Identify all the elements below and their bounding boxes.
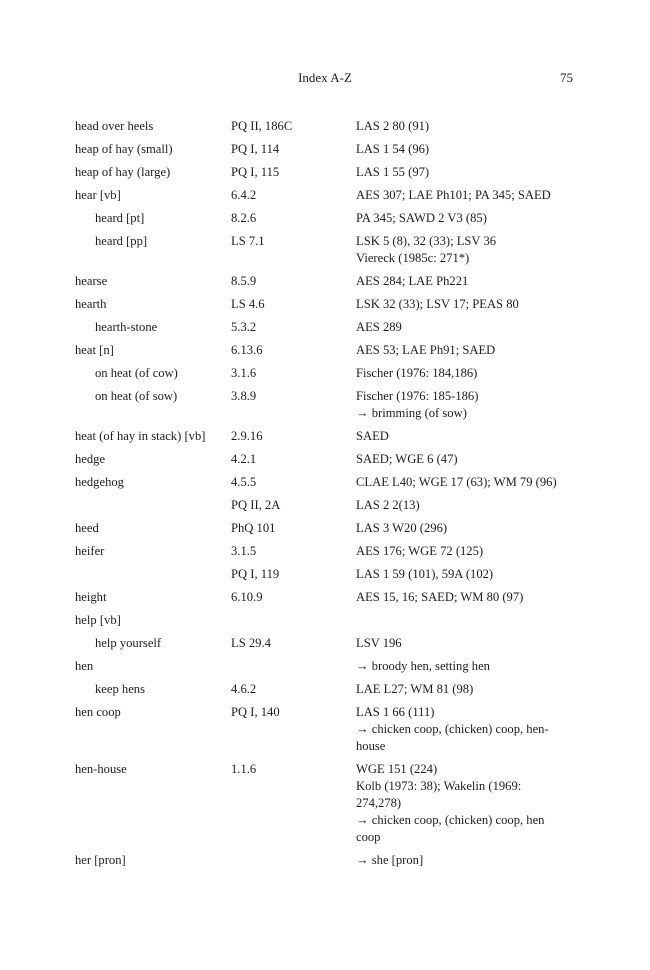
index-sources — [356, 635, 575, 652]
index-entry — [75, 497, 575, 514]
source-line: LSV 196 — [356, 636, 402, 650]
index-term: hear [vb] — [75, 188, 121, 202]
index-entry — [75, 852, 575, 869]
source-line: PA 345; SAWD 2 V3 (85) — [356, 211, 487, 225]
index-term: heat (of hay in stack) [vb] — [75, 429, 206, 443]
source-line: → she [pron] — [356, 853, 424, 867]
index-entry — [75, 164, 575, 181]
index-reference: LS 29.4 — [231, 636, 271, 650]
index-sources — [356, 388, 575, 422]
index-entry — [75, 474, 575, 491]
index-reference: 4.6.2 — [231, 682, 257, 696]
source-line: SAED — [356, 429, 389, 443]
index-sources — [356, 474, 575, 491]
source-line: LSK 32 (33); LSV 17; PEAS 80 — [356, 297, 519, 311]
index-entry — [75, 566, 575, 583]
index-sources — [356, 543, 575, 560]
index-sources — [356, 520, 575, 537]
source-line: CLAE L40; WGE 17 (63); WM 79 (96) — [356, 475, 557, 489]
index-reference: 1.1.6 — [231, 762, 257, 776]
running-title: Index A-Z — [298, 70, 352, 85]
source-line: AES 307; LAE Ph101; PA 345; SAED — [356, 188, 551, 202]
source-line: → chicken coop, (chicken) coop, hen — [356, 813, 545, 827]
index-sources — [356, 704, 575, 755]
source-line: LAS 1 55 (97) — [356, 165, 430, 179]
index-term: heard [pp] — [95, 234, 148, 248]
index-sources — [356, 187, 575, 204]
index-entry — [75, 319, 575, 336]
index-sources — [356, 233, 575, 267]
index-reference: PQ I, 140 — [231, 705, 280, 719]
index-sources — [356, 164, 575, 181]
index-sources — [356, 589, 575, 606]
source-line: 274,278) — [356, 796, 402, 810]
source-line: LAS 1 54 (96) — [356, 142, 430, 156]
index-term: keep hens — [95, 682, 146, 696]
source-line: LAS 1 66 (111) — [356, 705, 435, 719]
index-entry — [75, 233, 575, 267]
index-term: hen coop — [75, 705, 121, 719]
index-sources — [356, 141, 575, 158]
index-sources — [356, 497, 575, 514]
source-line: house — [356, 739, 386, 753]
source-line: AES 53; LAE Ph91; SAED — [356, 343, 496, 357]
index-sources — [356, 451, 575, 468]
index-term: hearse — [75, 274, 108, 288]
source-line: LAS 3 W20 (296) — [356, 521, 448, 535]
source-line: Kolb (1973: 38); Wakelin (1969: — [356, 779, 522, 793]
index-reference: PQ I, 114 — [231, 142, 280, 156]
index-list — [75, 118, 575, 875]
index-term: hen-house — [75, 762, 127, 776]
index-reference: PQ I, 119 — [231, 567, 280, 581]
index-entry — [75, 612, 575, 629]
page-number: 75 — [560, 70, 573, 85]
index-reference: 3.1.5 — [231, 544, 257, 558]
index-reference: PQ II, 2A — [231, 498, 281, 512]
index-reference: PQ II, 186C — [231, 119, 293, 133]
index-entry — [75, 761, 575, 846]
index-entry — [75, 141, 575, 158]
index-term: hedgehog — [75, 475, 124, 489]
index-entry — [75, 451, 575, 468]
index-term: hearth-stone — [95, 320, 158, 334]
source-line: LAS 2 80 (91) — [356, 119, 430, 133]
index-entry — [75, 365, 575, 382]
index-term: heap of hay (large) — [75, 165, 171, 179]
source-line: Fischer (1976: 184,186) — [356, 366, 478, 380]
index-reference: 3.8.9 — [231, 389, 257, 403]
index-reference: 3.1.6 — [231, 366, 257, 380]
index-sources — [356, 428, 575, 445]
index-term: heap of hay (small) — [75, 142, 173, 156]
index-reference: 4.2.1 — [231, 452, 257, 466]
index-reference: PQ I, 115 — [231, 165, 280, 179]
index-reference: LS 4.6 — [231, 297, 265, 311]
index-entry — [75, 388, 575, 422]
source-line — [356, 612, 575, 629]
index-term: hen — [75, 659, 94, 673]
source-line: coop — [356, 830, 381, 844]
index-term: head over heels — [75, 119, 154, 133]
source-line: Fischer (1976: 185-186) — [356, 389, 479, 403]
index-term: heat [n] — [75, 343, 114, 357]
index-entry — [75, 543, 575, 560]
source-line: → brimming (of sow) — [356, 406, 467, 420]
index-term: on heat (of cow) — [95, 366, 178, 380]
index-term: height — [75, 590, 107, 604]
index-reference: 6.10.9 — [231, 590, 263, 604]
source-line: AES 176; WGE 72 (125) — [356, 544, 484, 558]
index-sources — [356, 612, 575, 629]
index-sources — [356, 761, 575, 846]
source-line: AES 284; LAE Ph221 — [356, 274, 469, 288]
index-sources — [356, 319, 575, 336]
index-term: help [vb] — [75, 613, 121, 627]
source-line: LAE L27; WM 81 (98) — [356, 682, 474, 696]
source-line: Viereck (1985c: 271*) — [356, 251, 470, 265]
index-sources — [356, 365, 575, 382]
index-reference: 6.13.6 — [231, 343, 263, 357]
index-reference: PhQ 101 — [231, 521, 276, 535]
index-reference: 8.2.6 — [231, 211, 257, 225]
index-entry — [75, 681, 575, 698]
source-line: AES 15, 16; SAED; WM 80 (97) — [356, 590, 524, 604]
source-line: → chicken coop, (chicken) coop, hen- — [356, 722, 549, 736]
index-entry — [75, 342, 575, 359]
index-entry — [75, 428, 575, 445]
index-reference: 2.9.16 — [231, 429, 263, 443]
index-reference: 8.5.9 — [231, 274, 257, 288]
source-line: LAS 1 59 (101), 59A (102) — [356, 567, 494, 581]
source-line: LSK 5 (8), 32 (33); LSV 36 — [356, 234, 497, 248]
index-entry — [75, 187, 575, 204]
index-entry — [75, 118, 575, 135]
index-sources — [356, 566, 575, 583]
index-entry — [75, 635, 575, 652]
index-reference: 4.5.5 — [231, 475, 257, 489]
source-line: AES 289 — [356, 320, 402, 334]
index-reference: LS 7.1 — [231, 234, 265, 248]
index-term: heard [pt] — [95, 211, 145, 225]
index-sources — [356, 342, 575, 359]
index-entry — [75, 589, 575, 606]
index-sources — [356, 118, 575, 135]
index-term: hearth — [75, 297, 107, 311]
index-sources — [356, 852, 575, 869]
source-line: WGE 151 (224) — [356, 762, 438, 776]
index-entry — [75, 704, 575, 755]
index-sources — [356, 210, 575, 227]
index-sources — [356, 658, 575, 675]
index-term: heifer — [75, 544, 105, 558]
index-reference: 5.3.2 — [231, 320, 257, 334]
index-entry — [75, 273, 575, 290]
index-reference: 6.4.2 — [231, 188, 257, 202]
index-term: on heat (of sow) — [95, 389, 178, 403]
index-term: her [pron] — [75, 853, 126, 867]
index-sources — [356, 273, 575, 290]
source-line: SAED; WGE 6 (47) — [356, 452, 458, 466]
index-term: heed — [75, 521, 99, 535]
index-term: help yourself — [95, 636, 162, 650]
index-entry — [75, 658, 575, 675]
source-line: → broody hen, setting hen — [356, 659, 490, 673]
running-head — [0, 69, 650, 89]
index-entry — [75, 210, 575, 227]
source-line: LAS 2 2(13) — [356, 498, 420, 512]
index-entry — [75, 520, 575, 537]
index-sources — [356, 296, 575, 313]
index-entry — [75, 296, 575, 313]
index-sources — [356, 681, 575, 698]
index-term: hedge — [75, 452, 106, 466]
